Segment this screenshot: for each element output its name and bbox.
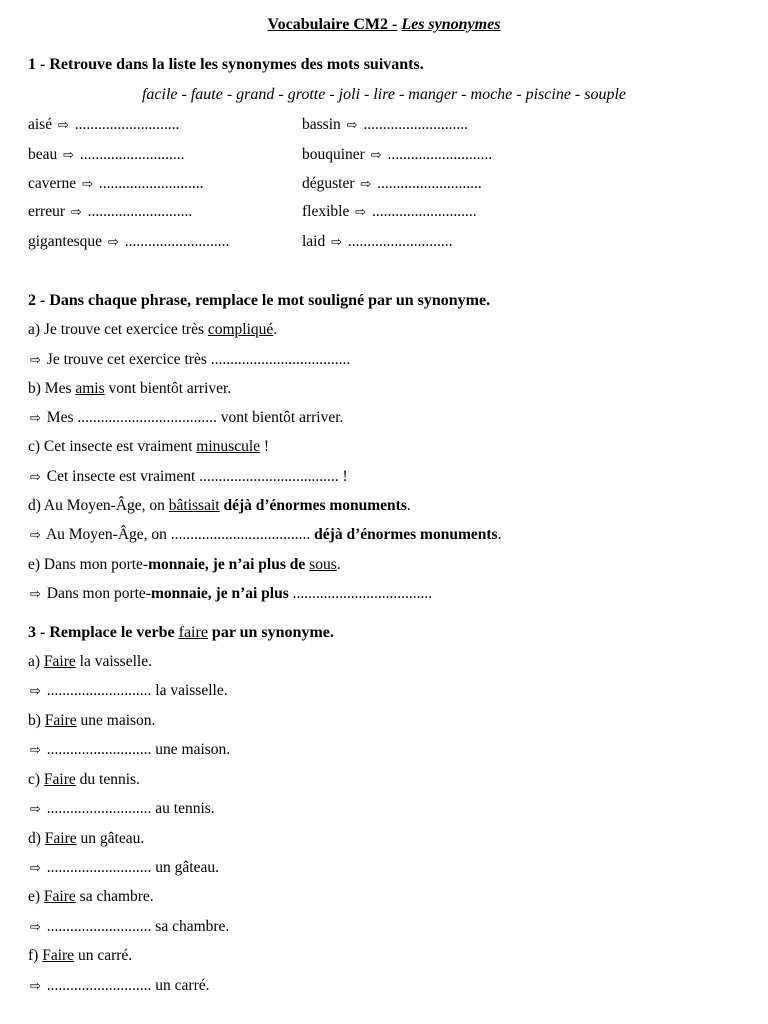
sentence-text: a) Je trouve cet exercice très: [28, 321, 208, 338]
arrow-right-icon: ⇨: [30, 684, 41, 699]
answer-blank: ....................................: [292, 585, 433, 602]
word: flexible: [302, 203, 350, 220]
answer-d: [28, 526, 501, 544]
arrow-right-icon: ⇨: [82, 177, 93, 192]
verb-answer-e: [28, 918, 229, 936]
exercise-3-heading: [28, 624, 334, 642]
answer-blank: ...........................: [363, 116, 469, 133]
answer-blank: ...........................: [79, 146, 185, 163]
sentence-text: .: [406, 497, 411, 514]
sentence-text: sa chambre.: [75, 888, 154, 905]
verb-sentence-f: [28, 947, 132, 965]
arrow-right-icon: ⇨: [370, 148, 382, 163]
sentence-text: la vaisselle.: [151, 682, 228, 699]
answer-blank: ...........................: [46, 918, 152, 935]
sentence-text: .: [497, 526, 502, 543]
word: beau: [28, 146, 58, 163]
sentence-text: une maison.: [151, 741, 231, 758]
synonym-item: [302, 116, 468, 134]
arrow-right-icon: ⇨: [70, 205, 82, 220]
sentence-text: Dans mon porte-: [46, 585, 151, 602]
sentence-a: [28, 321, 277, 339]
word: bouquiner: [302, 146, 365, 163]
sentence-c: [28, 438, 269, 456]
sentence-text: déjà d’énormes monuments: [310, 526, 498, 543]
sentence-text: .: [336, 556, 341, 573]
underlined-word: compliqué: [207, 321, 274, 338]
word: caverne: [28, 175, 77, 192]
arrow-right-icon: ⇨: [63, 148, 75, 163]
arrow-right-icon: ⇨: [30, 743, 41, 758]
answer-blank: ...........................: [347, 233, 453, 250]
sentence-text: au tennis.: [151, 800, 215, 817]
arrow-right-icon: ⇨: [30, 528, 41, 543]
synonym-item: [302, 175, 482, 193]
sentence-text: sa chambre.: [151, 918, 230, 935]
word: erreur: [28, 203, 65, 220]
answer-blank: ....................................: [170, 526, 311, 543]
sentence-text: vont bientôt arriver.: [216, 409, 344, 426]
answer-blank: ...........................: [387, 146, 493, 163]
answer-blank: ...........................: [46, 682, 152, 699]
sentence-text: e) Dans mon porte-: [28, 556, 149, 573]
synonym-item: [302, 146, 492, 164]
answer-blank: ...........................: [74, 116, 180, 133]
heading-text: 3 - Remplace le verbe: [28, 624, 179, 641]
underlined-word: bâtissait: [168, 497, 220, 514]
sentence-text: déjà d’énormes monuments: [219, 497, 407, 514]
arrow-right-icon: ⇨: [57, 118, 69, 133]
synonym-item: [28, 233, 229, 251]
verb-answer-b: [28, 741, 230, 759]
arrow-right-icon: ⇨: [30, 802, 41, 817]
answer-blank: ...........................: [87, 203, 193, 220]
sentence-text: une maison.: [76, 712, 156, 729]
sentence-text: Je trouve cet exercice très: [46, 351, 211, 368]
word: déguster: [302, 175, 355, 192]
synonym-item: [302, 203, 477, 221]
underlined-word: amis: [75, 380, 105, 397]
exercise-2-heading: 2 - Dans chaque phrase, remplace le mot souligné par un synonyme.: [28, 292, 491, 309]
sentence-text: Cet insecte est vraiment: [46, 468, 200, 485]
sentence-text: c) Cet insecte est vraiment: [28, 438, 197, 455]
word: gigantesque: [28, 233, 103, 250]
arrow-right-icon: ⇨: [30, 920, 41, 935]
answer-blank: ...........................: [46, 800, 152, 817]
sentence-text: b) Mes: [28, 380, 76, 397]
item-label: e): [28, 888, 44, 905]
arrow-right-icon: ⇨: [30, 587, 41, 602]
answer-blank: ....................................: [77, 409, 217, 426]
arrow-right-icon: ⇨: [331, 235, 343, 250]
word: laid: [302, 233, 326, 250]
item-label: f): [28, 947, 43, 964]
sentence-d: [28, 497, 411, 515]
verb-answer-a: [28, 682, 228, 700]
arrow-right-icon: ⇨: [30, 861, 41, 876]
word-list: facile - faute - grand - grotte - joli - lire - manger - moche - piscine - souple: [141, 86, 627, 103]
synonym-item: [28, 203, 192, 221]
sentence-text: Au Moyen-Âge, on: [45, 526, 171, 543]
answer-blank: ...........................: [46, 859, 152, 876]
sentence-text: un gâteau.: [76, 830, 145, 847]
synonym-item: [28, 175, 203, 193]
underlined-word: Faire: [43, 653, 76, 670]
answer-blank: ...........................: [377, 175, 482, 192]
verb-answer-f: [28, 977, 210, 995]
answer-blank: ...........................: [124, 233, 230, 250]
underlined-word: Faire: [42, 947, 75, 964]
item-label: b): [28, 712, 45, 729]
answer-b: [28, 409, 343, 427]
sentence-text: monnaie, je n’ai plus de: [148, 556, 310, 573]
word: bassin: [302, 116, 341, 133]
answer-blank: ....................................: [210, 351, 351, 368]
arrow-right-icon: ⇨: [30, 353, 41, 368]
arrow-right-icon: ⇨: [107, 235, 119, 250]
sentence-text: un gâteau.: [151, 859, 219, 876]
synonym-item: [28, 146, 185, 164]
title-main: Vocabulaire CM2 -: [267, 16, 398, 33]
answer-blank: ....................................: [199, 468, 339, 485]
verb-answer-d: [28, 859, 219, 877]
sentence-text: !: [260, 438, 270, 455]
arrow-right-icon: ⇨: [30, 411, 41, 426]
page-title: [28, 16, 740, 34]
arrow-right-icon: ⇨: [346, 118, 358, 133]
verb-sentence-e: [28, 888, 154, 906]
answer-blank: ...........................: [98, 175, 204, 192]
sentence-b: [28, 380, 231, 398]
answer-c: [28, 468, 348, 486]
verb-sentence-c: [28, 771, 140, 789]
answer-blank: ...........................: [46, 977, 152, 994]
sentence-text: monnaie, je n’ai plus: [150, 585, 289, 602]
item-label: d): [28, 830, 45, 847]
sentence-text: Mes: [46, 409, 78, 426]
item-label: a): [28, 653, 44, 670]
underlined-word: Faire: [44, 830, 77, 847]
title-sub: Les synonymes: [401, 16, 501, 33]
arrow-right-icon: ⇨: [360, 177, 372, 192]
arrow-right-icon: ⇨: [30, 470, 41, 485]
sentence-e: [28, 556, 341, 574]
word: aisé: [28, 116, 53, 133]
answer-blank: ...........................: [46, 741, 152, 758]
underlined-word: faire: [178, 624, 208, 641]
synonym-item: [28, 116, 179, 134]
sentence-text: d) Au Moyen-Âge, on: [28, 497, 169, 514]
answer-e: [28, 585, 432, 603]
underlined-word: sous: [309, 556, 337, 573]
exercise-1-heading: 1 - Retrouve dans la liste les synonymes des mots suivants.: [28, 56, 424, 73]
sentence-text: la vaisselle.: [75, 653, 152, 670]
sentence-text: vont bientôt arriver.: [104, 380, 232, 397]
arrow-right-icon: ⇨: [355, 205, 367, 220]
sentence-text: !: [338, 468, 348, 485]
underlined-word: Faire: [43, 771, 76, 788]
arrow-right-icon: ⇨: [30, 979, 41, 994]
item-label: c): [28, 771, 44, 788]
verb-answer-c: [28, 800, 215, 818]
verb-sentence-d: [28, 830, 144, 848]
verb-sentence-a: [28, 653, 152, 671]
verb-sentence-b: [28, 712, 155, 730]
sentence-text: un carré.: [151, 977, 210, 994]
sentence-text: du tennis.: [75, 771, 140, 788]
underlined-word: Faire: [43, 888, 76, 905]
sentence-text: un carré.: [74, 947, 133, 964]
answer-a: [28, 351, 350, 369]
synonym-item: [302, 233, 453, 251]
sentence-text: .: [273, 321, 278, 338]
underlined-word: minuscule: [196, 438, 261, 455]
answer-blank: ...........................: [372, 203, 477, 220]
heading-text: par un synonyme.: [207, 624, 334, 641]
underlined-word: Faire: [44, 712, 77, 729]
